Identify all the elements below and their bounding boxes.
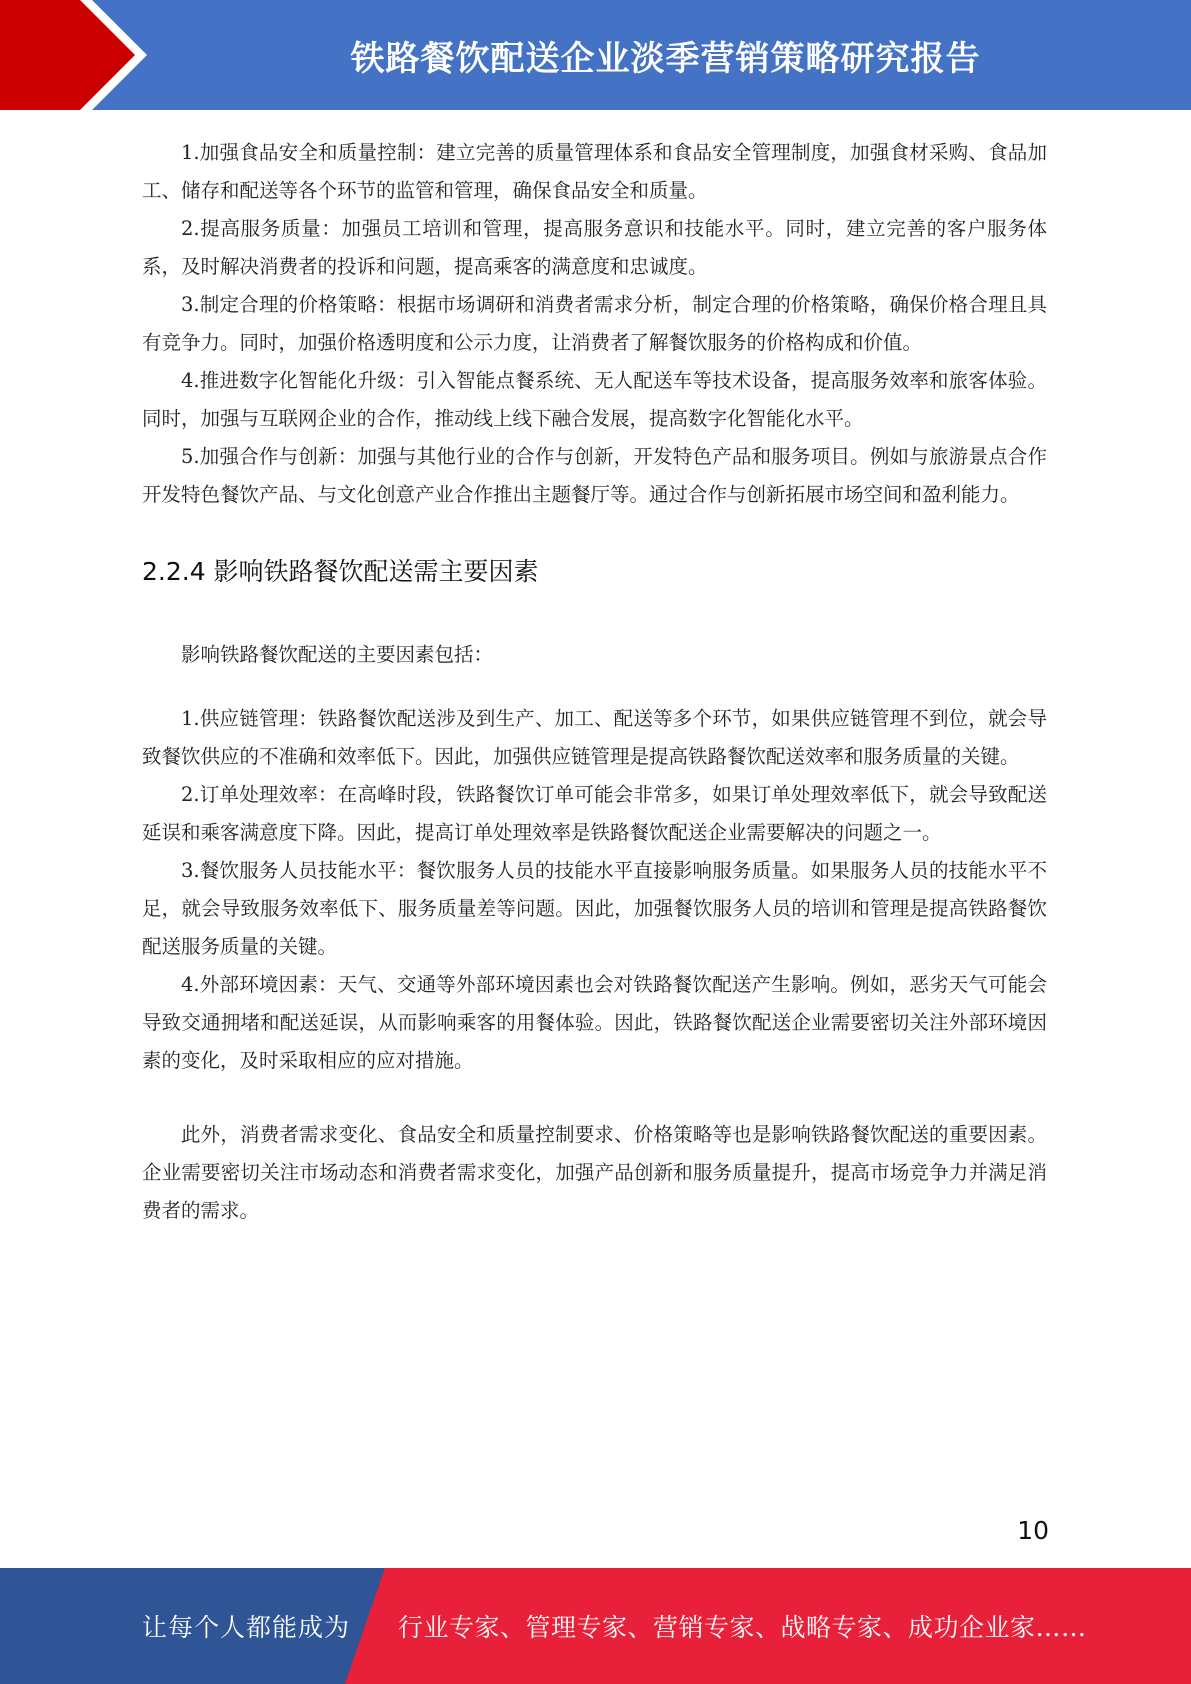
footer-slogan-left: 让每个人都能成为 xyxy=(142,1613,351,1642)
factor-item-4: 4.外部环境因素：天气、交通等外部环境因素也会对铁路餐饮配送产生影响。例如，恶劣天气可能会导致交通拥堵和配送延误，从而影响乘客的用餐体验。因此，铁路餐饮配送企业需要密切关注外部环境因素的变化，及时采取相应的应对措施。 xyxy=(142,973,1047,1072)
footer-slogan-right: 行业专家、管理专家、营销专家、战略专家、成功企业家…… xyxy=(398,1613,1087,1642)
strategy-item-5: 5.加强合作与创新：加强与其他行业的合作与创新，开发特色产品和服务项目。例如与旅游景点合作开发特色餐饮产品、与文化创意产业合作推出主题餐厅等。通过合作与创新拓展市场空间和盈利能力。 xyxy=(142,445,1047,506)
conclusion-paragraph: 此外，消费者需求变化、食品安全和质量控制要求、价格策略等也是影响铁路餐饮配送的重要因素。企业需要密切关注市场动态和消费者需求变化，加强产品创新和服务质量提升，提高市场竞争力并满足消费者的需求。 xyxy=(142,1123,1047,1222)
page-number: 10 xyxy=(1017,1516,1049,1545)
strategy-item-1: 1.加强食品安全和质量控制：建立完善的质量管理体系和食品安全管理制度，加强食材采购、食品加工、储存和配送等各个环节的监管和管理，确保食品安全和质量。 xyxy=(142,141,1047,202)
strategy-item-2: 2.提高服务质量：加强员工培训和管理，提高服务意识和技能水平。同时，建立完善的客户服务体系，及时解决消费者的投诉和问题，提高乘客的满意度和忠诚度。 xyxy=(142,217,1047,278)
report-title: 铁路餐饮配送企业淡季营销策略研究报告 xyxy=(350,38,981,79)
factor-item-1: 1.供应链管理：铁路餐饮配送涉及到生产、加工、配送等多个环节，如果供应链管理不到位，就会导致餐饮供应的不准确和效率低下。因此，加强供应链管理是提高铁路餐饮配送效率和服务质量的关键。 xyxy=(142,707,1047,768)
factor-item-2: 2.订单处理效率：在高峰时段，铁路餐饮订单可能会非常多，如果订单处理效率低下，就会导致配送延误和乘客满意度下降。因此，提高订单处理效率是铁路餐饮配送企业需要解决的问题之一。 xyxy=(142,783,1047,844)
strategy-item-3: 3.制定合理的价格策略：根据市场调研和消费者需求分析，制定合理的价格策略，确保价格合理且具有竞争力。同时，加强价格透明度和公示力度，让消费者了解餐饮服务的价格构成和价值。 xyxy=(142,293,1047,354)
page-header xyxy=(0,0,1191,110)
red-arrow-icon xyxy=(0,0,160,110)
section-heading: 2.2.4 影响铁路餐饮配送需主要因素 xyxy=(142,557,539,586)
page-content xyxy=(142,134,1047,1230)
factor-item-3: 3.餐饮服务人员技能水平：餐饮服务人员的技能水平直接影响服务质量。如果服务人员的技能水平不足，就会导致服务效率低下、服务质量差等问题。因此，加强餐饮服务人员的培训和管理是提高铁路餐饮配送服务质量的关键。 xyxy=(142,859,1047,958)
factors-intro: 影响铁路餐饮配送的主要因素包括： xyxy=(181,643,494,666)
page-footer xyxy=(0,1568,1191,1684)
strategy-item-4: 4.推进数字化智能化升级：引入智能点餐系统、无人配送车等技术设备，提高服务效率和旅客体验。同时，加强与互联网企业的合作，推动线上线下融合发展，提高数字化智能化水平。 xyxy=(142,369,1047,430)
